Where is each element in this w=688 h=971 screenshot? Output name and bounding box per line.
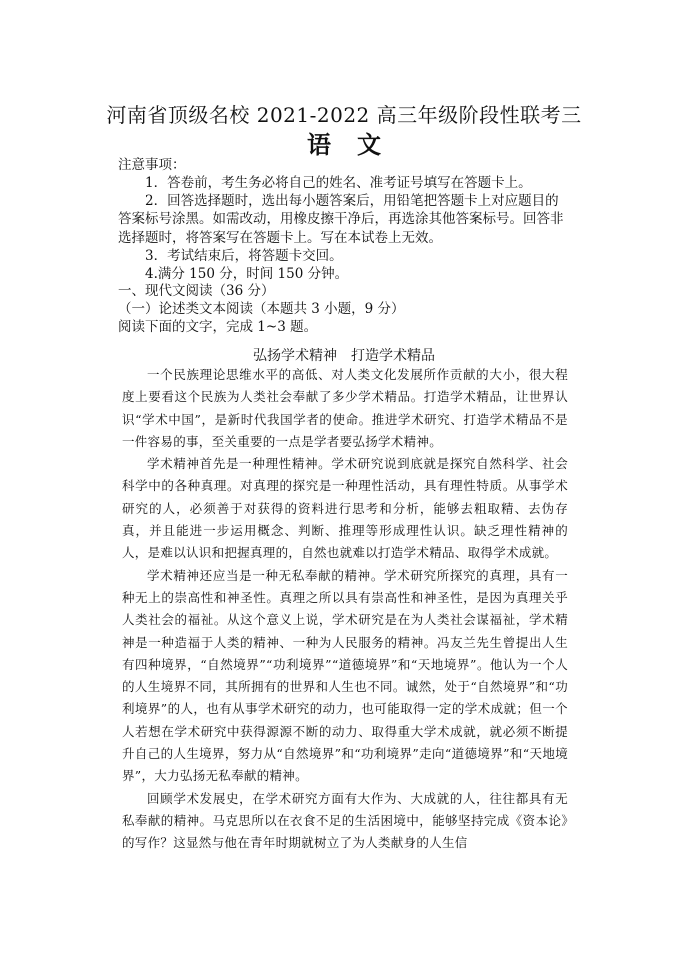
article-body — [122, 364, 568, 855]
exam-title: 河南省顶级名校 2021-2022 高三年级阶段性联考三 — [106, 103, 582, 127]
article-title: 弘扬学术精神 打造学术精品 — [253, 348, 435, 364]
notice-heading: 注意事项： — [118, 157, 186, 173]
article-paragraph: 学术精神还应当是一种无私奉献的精神。学术研究所探究的真理，具有一种无上的崇高性和神圣性。真理之所以具有崇高性和神圣性，是因为真理关乎人类社会的福祉。从这个意义上说，学术研究是在为人类社会谋福祉，学术精神是一种造福于人类的精神、一种为人民服务的精神。冯友兰先生曾提出人生有四种境界，“自然境界”“功利境界”“道德境界”和“天地境界”。他认为一个人的人生境界不同，其所拥有的世界和人生也不同。诚然，处于“自然境界”和“功利境界”的人，也有从事学术研究的动力，也可能取得一定的学术成就；但一个人若想在学术研究中获得源源不断的动力、取得重大学术成就，就必须不断提升自己的人生境界，努力从“自然境界”和“功利境界”走向“道德境界”和“天地境界”，大力弘扬无私奉献的精神。 — [122, 567, 568, 784]
subject-title: 语文 — [307, 130, 407, 159]
article-paragraph: 回顾学术发展史，在学术研究方面有大作为、大成就的人，往往都具有无私奉献的精神。马克思所以在衣食不足的生活困境中，能够坚持完成《资本论》的写作？这显然与他在青年时期就树立了为人类献身的人生信 — [122, 790, 568, 851]
notice-list — [118, 174, 570, 283]
article-paragraph: 一个民族理论思维水平的高低、对人类文化发展所作贡献的大小，很大程度上要看这个民族为人类社会奉献了多少学术精品。打造学术精品，让世界认识“学术中国”，是新时代我国学者的使命。推进学术研究、打造学术精品不是一件容易的事，至关重要的一点是学者要弘扬学术精神。 — [122, 367, 568, 449]
notice-item: 2．回答选择题时，选出每小题答案后，用铅笔把答题卡上对应题目的答案标号涂黑。如需改动，用橡皮擦干净后，再选涂其他答案标号。回答非选择题时，将答案写在答题卡上。写在本试卷上无效。 — [118, 193, 564, 246]
section-instruction: 阅读下面的文字，完成 1~3 题。 — [118, 319, 318, 336]
notice-item: 4.满分 150 分，时间 150 分钟。 — [145, 266, 349, 283]
section-subpart: （一）论述类文本阅读（本题共 3 小题，9 分） — [118, 301, 405, 318]
notice-item: 3．考试结束后，将答题卡交回。 — [145, 247, 343, 264]
article-paragraph: 学术精神首先是一种理性精神。学术研究说到底就是探究自然科学、社会科学中的各种真理。对真理的探究是一种理性活动，具有理性特质。从事学术研究的人，必须善于对获得的资料进行思考和分析，能够去粗取精、去伪存真，并且能进一步运用概念、判断、推理等形成理性认识。缺乏理性精神的人，是难以认识和把握真理的，自然也就难以打造学术精品、取得学术成就。 — [122, 456, 568, 561]
section-header — [118, 282, 570, 337]
notice-item: 1．答卷前，考生务必将自己的姓名、准考证号填写在答题卡上。 — [145, 175, 532, 191]
section-part: 一、现代文阅读（36 分） — [118, 283, 275, 299]
